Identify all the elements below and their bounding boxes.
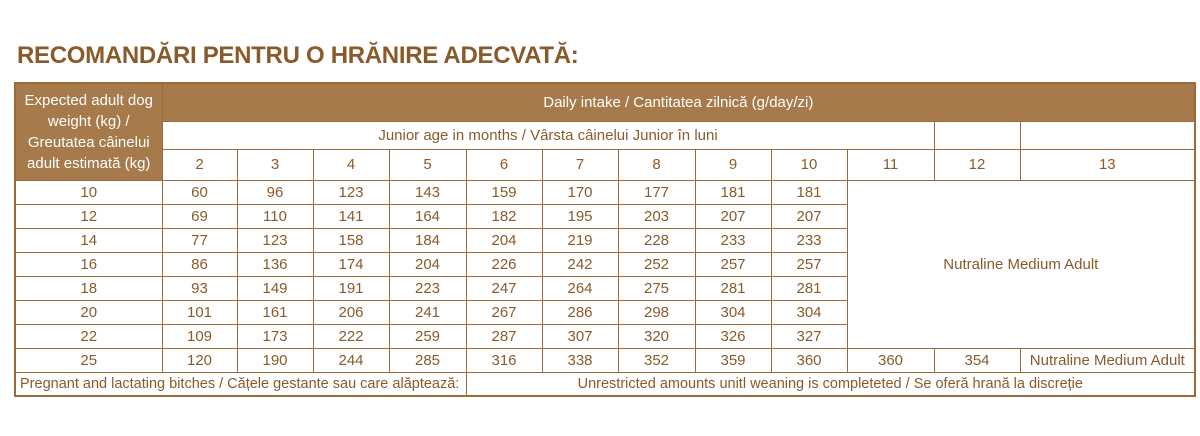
intake-cell: 191 (313, 276, 389, 300)
intake-cell: 170 (542, 180, 618, 204)
intake-cell: 158 (313, 228, 389, 252)
intake-cell: 259 (389, 324, 466, 348)
weight-cell: 12 (15, 204, 162, 228)
intake-cell: 77 (162, 228, 237, 252)
weight-cell: 22 (15, 324, 162, 348)
unrestricted-amounts-note: Unrestricted amounts unitl weaning is completeted / Se oferă hrană la discreție (466, 372, 1195, 396)
weight-cell: 10 (15, 180, 162, 204)
intake-cell: 96 (237, 180, 313, 204)
month-header-10: 10 (771, 149, 847, 180)
adult-food-merged-cell: Nutraline Medium Adult (847, 180, 1195, 348)
intake-cell: 190 (237, 348, 313, 372)
month-header-13: 13 (1020, 149, 1195, 180)
intake-cell: 182 (466, 204, 542, 228)
intake-cell: 257 (771, 252, 847, 276)
intake-cell: 222 (313, 324, 389, 348)
intake-cell: 352 (618, 348, 695, 372)
intake-cell: 223 (389, 276, 466, 300)
intake-cell: 136 (237, 252, 313, 276)
intake-cell: 257 (695, 252, 771, 276)
weight-cell: 25 (15, 348, 162, 372)
intake-cell: 281 (695, 276, 771, 300)
footer-row (15, 372, 1195, 396)
intake-cell: 307 (542, 324, 618, 348)
intake-cell: 304 (771, 300, 847, 324)
adult-food-cell: Nutraline Medium Adult (1020, 348, 1195, 372)
intake-cell: 204 (466, 228, 542, 252)
intake-cell: 244 (313, 348, 389, 372)
intake-cell: 233 (695, 228, 771, 252)
weight-column-header: Expected adult dog weight (kg) / Greutatea câinelui adult estimată (kg) (15, 83, 162, 180)
month-header-9: 9 (695, 149, 771, 180)
feeding-table (14, 82, 1196, 397)
month-header-7: 7 (542, 149, 618, 180)
intake-cell: 141 (313, 204, 389, 228)
intake-cell: 241 (389, 300, 466, 324)
intake-cell: 219 (542, 228, 618, 252)
intake-cell: 320 (618, 324, 695, 348)
daily-intake-header: Daily intake / Cantitatea zilnică (g/day/zi) (162, 83, 1195, 121)
intake-cell: 275 (618, 276, 695, 300)
intake-cell: 304 (695, 300, 771, 324)
intake-cell: 204 (389, 252, 466, 276)
intake-cell: 177 (618, 180, 695, 204)
intake-cell: 207 (695, 204, 771, 228)
intake-cell: 120 (162, 348, 237, 372)
table-row (15, 348, 1195, 372)
intake-cell: 110 (237, 204, 313, 228)
intake-cell: 316 (466, 348, 542, 372)
intake-cell: 203 (618, 204, 695, 228)
intake-cell: 159 (466, 180, 542, 204)
intake-cell: 181 (695, 180, 771, 204)
weight-cell: 14 (15, 228, 162, 252)
month-header-6: 6 (466, 149, 542, 180)
intake-cell: 360 (771, 348, 847, 372)
intake-cell: 93 (162, 276, 237, 300)
intake-cell: 242 (542, 252, 618, 276)
intake-cell: 143 (389, 180, 466, 204)
intake-cell: 181 (771, 180, 847, 204)
intake-cell: 173 (237, 324, 313, 348)
intake-cell: 226 (466, 252, 542, 276)
month-header-4: 4 (313, 149, 389, 180)
empty-header-cell (934, 121, 1020, 149)
intake-cell: 195 (542, 204, 618, 228)
intake-cell: 207 (771, 204, 847, 228)
intake-cell: 264 (542, 276, 618, 300)
months-header-row (15, 149, 1195, 180)
intake-cell: 123 (313, 180, 389, 204)
intake-cell: 298 (618, 300, 695, 324)
empty-header-cell (1020, 121, 1195, 149)
intake-cell: 360 (847, 348, 934, 372)
intake-cell: 184 (389, 228, 466, 252)
intake-cell: 123 (237, 228, 313, 252)
pregnant-bitches-label: Pregnant and lactating bitches / Cățele gestante sau care alăptează: (15, 372, 466, 396)
intake-cell: 326 (695, 324, 771, 348)
intake-cell: 247 (466, 276, 542, 300)
intake-cell: 287 (466, 324, 542, 348)
junior-age-header: Junior age in months / Vârsta câinelui Junior în luni (162, 121, 934, 149)
weight-cell: 18 (15, 276, 162, 300)
intake-cell: 161 (237, 300, 313, 324)
month-header-2: 2 (162, 149, 237, 180)
month-header-3: 3 (237, 149, 313, 180)
intake-cell: 101 (162, 300, 237, 324)
month-header-12: 12 (934, 149, 1020, 180)
intake-cell: 354 (934, 348, 1020, 372)
intake-cell: 252 (618, 252, 695, 276)
month-header-11: 11 (847, 149, 934, 180)
weight-cell: 20 (15, 300, 162, 324)
intake-cell: 149 (237, 276, 313, 300)
month-header-8: 8 (618, 149, 695, 180)
intake-cell: 228 (618, 228, 695, 252)
intake-cell: 286 (542, 300, 618, 324)
weight-cell: 16 (15, 252, 162, 276)
intake-cell: 69 (162, 204, 237, 228)
page-title: RECOMANDĂRI PENTRU O HRĂNIRE ADECVATĂ: (17, 42, 579, 69)
intake-cell: 60 (162, 180, 237, 204)
intake-cell: 281 (771, 276, 847, 300)
table-row (15, 180, 1195, 204)
intake-cell: 86 (162, 252, 237, 276)
intake-cell: 109 (162, 324, 237, 348)
intake-cell: 164 (389, 204, 466, 228)
intake-cell: 359 (695, 348, 771, 372)
intake-cell: 327 (771, 324, 847, 348)
intake-cell: 206 (313, 300, 389, 324)
intake-cell: 233 (771, 228, 847, 252)
intake-cell: 267 (466, 300, 542, 324)
month-header-5: 5 (389, 149, 466, 180)
intake-cell: 285 (389, 348, 466, 372)
intake-cell: 338 (542, 348, 618, 372)
intake-cell: 174 (313, 252, 389, 276)
